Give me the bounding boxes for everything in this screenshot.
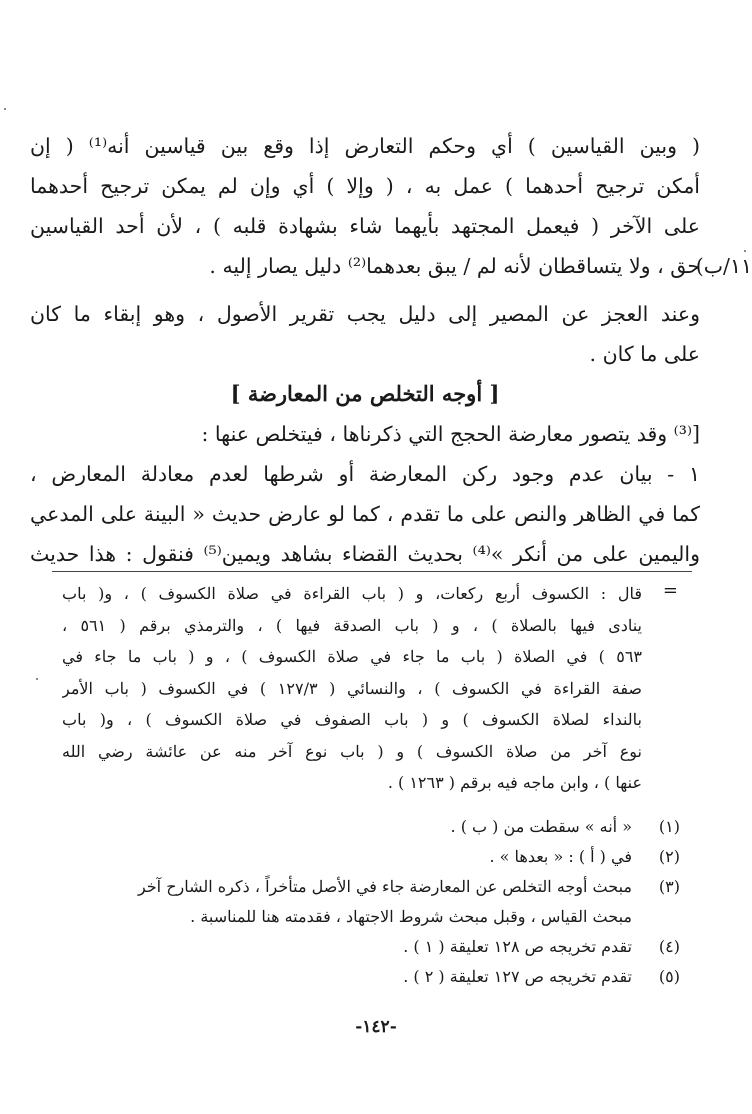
manuscript-folio-marker: ١١/ب)	[695, 254, 752, 278]
text-line: ( وبين القياسين ) أي وحكم التعارض إذا وقع بين قياسين أنه⁽¹⁾ ( إن	[30, 134, 700, 158]
footnote-text: تقدم تخريجه ص ١٢٧ تعليقة ( ٢ ) .	[403, 967, 632, 986]
scan-speck	[36, 678, 38, 680]
footnote-text: مبحث القياس ، وقبل مبحث شروط الاجتهاد ، فقدمته هنا للمناسبة .	[190, 907, 632, 926]
text-line: حق ، ولا يتساقطان لأنه لم / يبق بعدهما⁽²⁾ دليل يصار إليه .	[209, 254, 700, 278]
text-line: [⁽³⁾ وقد يتصور معارضة الحجج التي ذكرناها ، فيتخلص عنها :	[201, 422, 700, 446]
footnote-text: تقدم تخريجه ص ١٢٨ تعليقة ( ١ ) .	[403, 937, 632, 956]
continuation-marker: =	[662, 580, 678, 601]
footnote-line: نوع آخر من صلاة الكسوف ) و ( باب نوع آخر منه عن عائشة رضي الله	[62, 741, 642, 761]
footnote-number: (١)	[658, 817, 680, 836]
footnotes	[58, 812, 680, 992]
footnote-item	[58, 962, 680, 992]
footnote-number: (٥)	[658, 967, 680, 986]
footnote-text: مبحث أوجه التخلص عن المعارضة جاء في الأصل متأخراً ، ذكره الشارح آخر	[137, 877, 632, 896]
footnote-line: ينادى فيها بالصلاة ) ، و ( باب الصدقة فيها ) ، والترمذي برقم ( ٥٦١ ،	[62, 615, 642, 635]
footnote-line: صفة القراءة في الكسوف ) ، والنسائي ( ١٢٧/٣ ) في الكسوف ( باب الأمر	[62, 678, 642, 698]
footnote-line: ٥٦٣ ) في الصلاة ( باب ما جاء في صلاة الكسوف ) ، و ( باب ما جاء في	[62, 647, 642, 666]
footnote-number: (٢)	[658, 847, 680, 866]
footnote-number: (٤)	[658, 937, 680, 956]
text-line: ١ - بيان عدم وجود ركن المعارضة أو شرطها لعدم معادلة المعارض ،	[30, 462, 700, 486]
footnote-item	[58, 932, 680, 962]
footnote-text: في ( أ ) : « بعدها » .	[489, 847, 632, 866]
footnote-item	[58, 872, 680, 932]
page-number: -١٤٢-	[355, 1017, 397, 1037]
footnote-line: عنها ) ، وابن ماجه فيه برقم ( ١٢٦٣ ) .	[387, 773, 642, 792]
text-line: على الآخر ( فيعمل المجتهد بأيهما شاء بشهادة قلبه ) ، لأن أحد القياسين	[30, 214, 700, 238]
text-line: واليمين على من أنكر »⁽⁴⁾ بحديث القضاء بشاهد ويمين⁽⁵⁾ فنقول : هذا حديث	[30, 542, 700, 566]
text-line: وعند العجز عن المصير إلى دليل يجب تقرير الأصول ، وهو إبقاء ما كان	[30, 302, 700, 326]
footnote-number: (٣)	[658, 877, 680, 896]
main-text	[30, 126, 700, 574]
footnote-item	[58, 812, 680, 842]
text-line: أمكن ترجيح أحدهما ) عمل به ، ( وإلا ) أي وإن لم يمكن ترجيح أحدهما	[30, 174, 700, 198]
scan-speck	[4, 108, 6, 110]
footnote-line: قال : الكسوف أربع ركعات، و ( باب القراءة في صلاة الكسوف ) ، و( باب	[62, 584, 642, 603]
text-line: كما في الظاهر والنص على ما تقدم ، كما لو عارض حديث « البينة على المدعي	[30, 502, 700, 526]
footnote-separator	[52, 571, 692, 572]
footnote-item	[58, 842, 680, 872]
section-heading: [ أوجه التخلص من المعارضة ]	[230, 381, 500, 406]
footnote-text: « أنه » سقطت من ( ب ) .	[450, 817, 632, 836]
footnote-line: بالنداء لصلاة الكسوف ) و ( باب الصفوف في صلاة الكسوف ) ، و( باب	[62, 710, 642, 729]
text-line: على ما كان .	[589, 342, 700, 366]
footnote-continuation	[62, 578, 642, 799]
